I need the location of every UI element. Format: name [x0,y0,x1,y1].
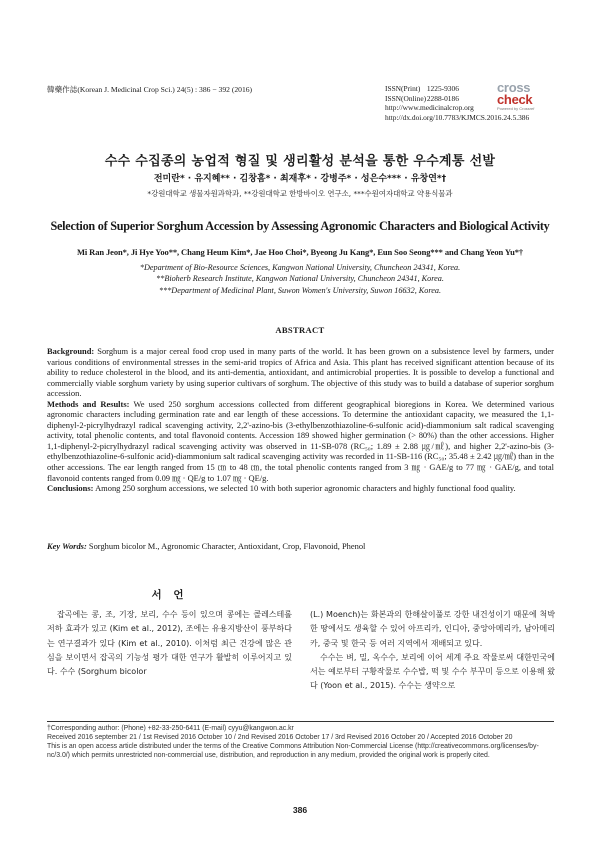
korean-title: 수수 수집종의 농업적 형질 및 생리활성 분석을 통한 우수계통 선발 [104,154,496,169]
license-text: This is an open access article distributed under the terms of the Creative Commons Attribution Non-Commercial License (http://creativecommons.org/licenses/by-nc/3.0/) which permits unrestricted non-commercial use, distribution, and reproduction in any medium, provided the original work is properly cited. [47,743,539,759]
issn-print-label: ISSN(Print) [385,84,421,93]
affiliation-2: **Bioherb Research Institute, Kangwon National University, Chuncheon 24341, Korea. [156,274,444,284]
crossmark-text-powered: Powered by Crossref [497,106,535,111]
korean-affiliations: *강원대학교 생물자원과학과, **강원대학교 한방바이오 연구소, ***수원여자대학교 약용식물과 [147,189,453,198]
crossmark-text-cross: cross [497,80,531,95]
crossmark-logo[interactable] [497,82,559,112]
english-title: Selection of Superior Sorghum Accession by Assessing Agronomic Characters and Biological Activity [50,219,550,233]
received-dates: Received 2016 september 21 / 1st Revised 2016 October 10 / 2nd Revised 2016 October 17 / 3rd Revised 2016 October 20 / Accepted 2016 October 20 [47,734,513,741]
corresponding-author: †Corresponding author: (Phone) +82-33-250-6411 (E-mail) cyyu@kangwon.ac.kr [47,725,294,732]
english-authors: Mi Ran Jeon*, Ji Hye Yoo**, Chang Heum Kim*, Jae Hoo Choi*, Byeong Ju Kang*, Eun Soo Seong*** and Chang Yeon Yu*† [76,247,524,257]
section-heading-introduction: 서 언 [151,589,188,601]
methods-label: Methods and Results: [47,398,130,409]
keywords [47,541,554,551]
page-number: 386 [292,805,308,815]
abstract-background [47,346,554,399]
keywords-label: Key Words: [47,541,87,551]
intro-paragraph-1-continued: (L.) Moench)는 화본과의 한해살이풀로 강한 내건성이기 때문에 척박한 땅에서도 생육할 수 있어 아프리카, 인디아, 중앙아메리카, 남아메리카, 중국 및 한국 등 여러 지역에서 재배되고 있다. [310,610,555,648]
abstract-conclusions [47,483,554,494]
methods-text: We used 250 sorghum accessions collected from different geographical bioregions in Korea. We determined various agronomic characters including germination rate and ear length of these accessions. To determine the antioxidant capacity, we measured the 1,1-diphenyl-2-picrylhydrazyl radical scavenging activity, 2,2'-azino-bis (3-ethylbenzothiazoline-6-sulfonic acid)-diammonium salt radical scavenging activity, total phenolic contents, and total flavonoid contents. Accession 189 showed higher germination (> 80%) than the other accessions. Higher 1,1-diphenyl-2-picrylhydrazyl radical scavenging activity was observed in 11-SB-078 (RC₅₀; 1.89 ± 2.88 ㎍/㎖), and higher 2,2'-azino-bis (3-ethylbenzothiazoline-6-sulfonic acid)-diammonium salt radical scavenging activity was recorded in 11-SB-116 (RC₅₀; 35.48 ± 2.42 ㎍/㎖) than in the other accessions. The ear length ranged from 15 ㎝ to 48 ㎝, the total phenolic contents ranged from 3 ㎎ · GAE/g to 77 ㎎ · GAE/g, and total flavonoid contents ranged from 0.09 ㎎ · QE/g to 1.07 ㎎ · QE/g. [47,398,554,483]
footnote [47,724,557,760]
affiliation-3: ***Department of Medicinal Plant, Suwon Women's University, Suwon 16632, Korea. [159,285,441,295]
abstract-heading: ABSTRACT [275,325,325,335]
journal-website-link[interactable]: http://www.medicinalcrop.org [385,103,474,113]
crossmark-text-check: check [497,92,533,107]
abstract-body [47,346,554,494]
body-column-right [310,608,555,694]
intro-paragraph-1: 잡곡에는 콩, 조, 기장, 보리, 수수 등이 있으며 콩에는 콜레스테롤 저하 효과가 있고 (Kim et al., 2012), 조에는 유용지방산이 풍부하다는 연구결과가 있다 (Kim et al., 2010). 이처럼 최근 건강에 많은 관심을 보이면서 잡곡의 기능성 평가 대한 연구가 활발히 이루어지고 있다. 수수 (Sorghum bicolor [47,610,292,677]
footnote-divider [47,721,554,722]
affiliation-1: *Department of Bio-Resource Sciences, Kangwon National University, Chuncheon 24341, Korea. [139,263,461,272]
body-column-left [47,608,292,679]
issn-online-label: ISSN(Online) [385,93,427,103]
conclusions-label: Conclusions: [47,483,94,494]
abstract-methods [47,399,554,483]
intro-paragraph-2: 수수는 벼, 밀, 옥수수, 보리에 이어 세계 주요 작물로써 대한민국에서는 예로부터 구황작물로 수수밥, 떡 및 수수 부꾸미 등으로 이용해 왔다 (Yoon et al., 2015). 수수는 생약으로 [310,652,555,691]
journal-reference: 韓藥作誌(Korean J. Medicinal Crop Sci.) 24(5) : 386 − 392 (2016) [47,85,253,94]
english-affiliations [0,262,600,296]
issn-print-value: 1225-9306 [426,84,459,93]
doi-link[interactable]: http://dx.doi.org/10.7783/KJMCS.2016.24.5.386 [385,112,530,122]
background-label: Background: [47,346,95,356]
issn-online-value: 2288-0186 [426,93,459,103]
background-text: Sorghum is a major cereal food crop used in many parts of the world. It has been grown on a subsistence level by farmers, under various conditions of environmental stresses in the semi-arid tropics of Africa and Asia. This plant has received significant attention because of its ability to reduce cholesterol in the blood, and its anti-dementia, antioxidant, and antimicrobial properties. It is possible to develop a functional and commercially viable sorghum variety by using superior cultivars of sorghum. The objective of this study was to build a database of superior sorghum accession. [47,346,554,399]
korean-authors: 전미란* · 유지혜** · 김창흠* · 최재후* · 강병주* · 성은수*** · 유창연*† [153,174,447,184]
conclusions-text: Among 250 sorghum accessions, we selected 10 with both superior agronomic characters and highly functional food quality. [93,483,516,494]
keywords-text: Sorghum bicolor M., Agronomic Character, Antioxidant, Crop, Flavonoid, Phenol [86,541,366,551]
